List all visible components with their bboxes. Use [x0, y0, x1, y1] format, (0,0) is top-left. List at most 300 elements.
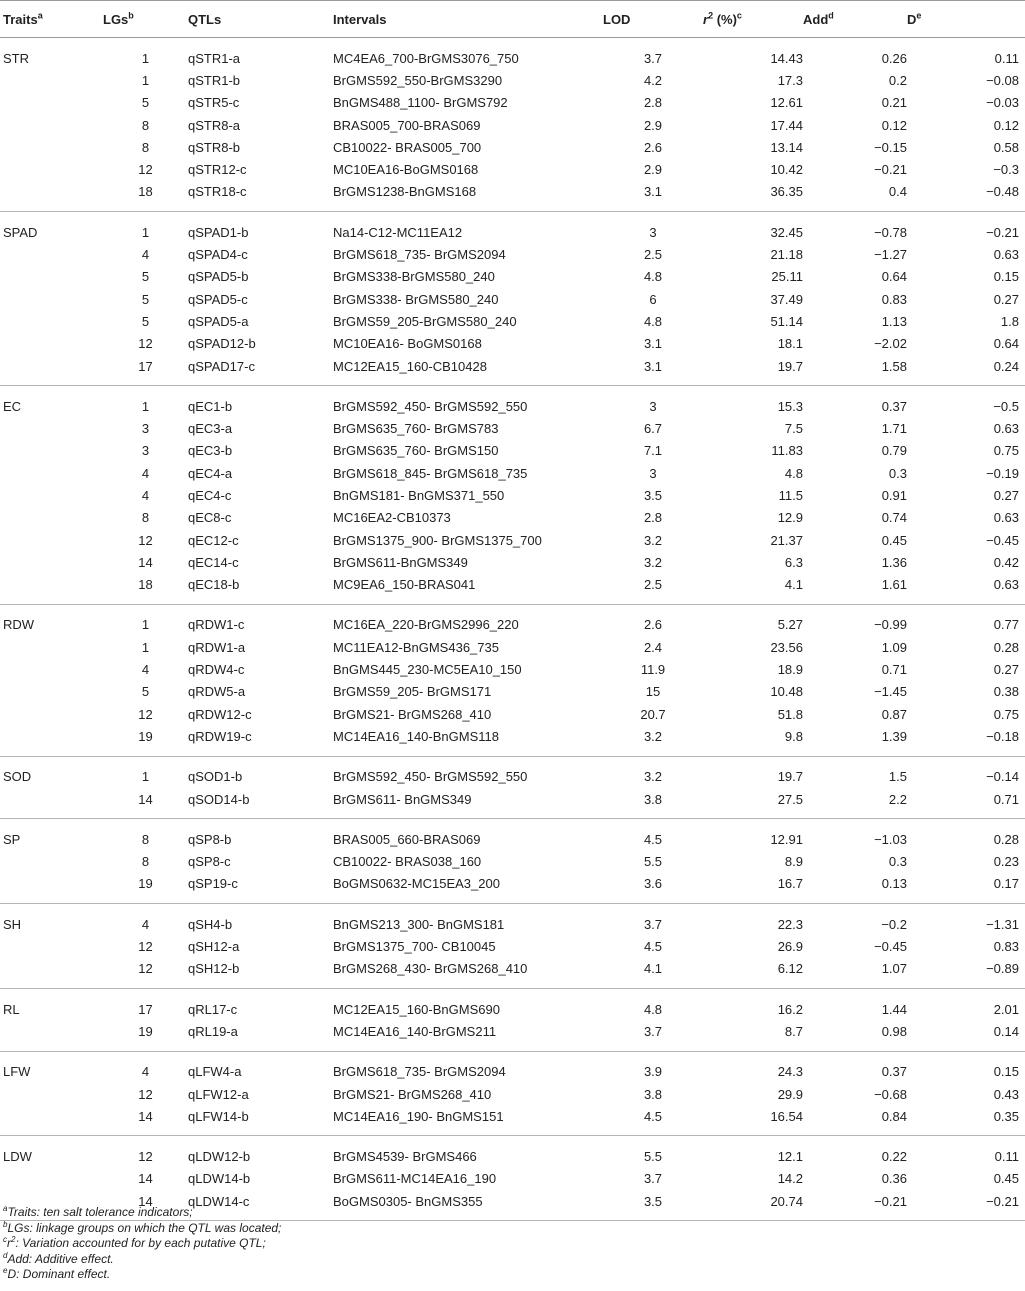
- d-cell: 0.17: [907, 873, 1025, 904]
- qtl-cell: qEC1-b: [188, 398, 233, 414]
- lod-cell: 3: [649, 398, 657, 414]
- add-cell: 2.2: [803, 788, 907, 819]
- interval-cell: BrGMS592_450- BrGMS592_550: [333, 398, 528, 414]
- table-row: [0, 69, 1025, 91]
- r2-cell: 16.2: [777, 1001, 803, 1017]
- lg-cell: 4: [141, 465, 150, 481]
- add-cell: −0.45: [874, 939, 907, 955]
- header-lod: LOD: [603, 1, 703, 38]
- interval-cell: BrGMS59_205-BrGMS580_240: [333, 313, 517, 329]
- add-cell: 0.45: [881, 532, 907, 548]
- lod-cell: 3.5: [603, 1190, 703, 1221]
- footnote: $^d$Add: Additive effect.: [3, 1250, 114, 1266]
- interval-cell: MC16EA2-CB10373: [333, 510, 451, 526]
- trait-cell: [0, 158, 103, 180]
- lg-cell: 12: [138, 1086, 153, 1102]
- trait-cell: [0, 92, 103, 114]
- r2-cell: 29.9: [777, 1086, 803, 1102]
- interval-cell: Na14-C12-MC11EA12: [333, 224, 463, 240]
- qtl-cell: qRDW12-c: [188, 706, 252, 722]
- lg-cell: 12: [138, 532, 153, 548]
- r2-cell: 15.3: [777, 398, 803, 414]
- lod-cell: 2.4: [643, 639, 663, 655]
- lod-cell: 6.7: [643, 421, 663, 437]
- table-row: [0, 38, 1025, 70]
- table-row: [0, 1083, 1025, 1105]
- r2-cell: 11.5: [778, 487, 803, 503]
- lod-cell: 4.8: [643, 269, 663, 285]
- r2-cell: 22.3: [777, 916, 803, 932]
- r2-cell: 27.5: [703, 788, 803, 819]
- lod-cell: 3.1: [603, 181, 703, 212]
- qtl-cell: qSH4-b: [188, 916, 233, 932]
- d-cell: 0.63: [993, 510, 1019, 526]
- r2-cell: 14.2: [777, 1171, 803, 1187]
- interval-cell: BrGMS611- BnGMS349: [330, 788, 603, 819]
- lg-cell: 19: [103, 1020, 188, 1051]
- r2-cell: 7.5: [784, 421, 803, 437]
- d-cell: −0.5: [993, 398, 1019, 414]
- lg-cell: 12: [138, 336, 153, 352]
- trait-cell: [0, 551, 103, 573]
- lg-cell: 4: [141, 662, 150, 678]
- qtl-cell: qSP8-c: [188, 854, 231, 870]
- r2-cell: 14.43: [770, 50, 803, 66]
- add-cell: 0.91: [881, 487, 907, 503]
- trait-cell: [0, 851, 103, 873]
- r2-cell: 18.1: [777, 336, 803, 352]
- add-cell: −0.2: [881, 916, 907, 932]
- trait-cell: [0, 725, 103, 756]
- d-cell: 0.28: [993, 831, 1019, 847]
- lg-cell: 8: [141, 510, 150, 526]
- header-intervals: Intervals: [330, 1, 603, 38]
- footnote: $^cr^2$: Variation accounted for by each putative QTL;: [3, 1235, 266, 1251]
- d-cell: 0.45: [993, 1171, 1019, 1187]
- interval-cell: BrGMS1375_700- CB10045: [333, 939, 496, 955]
- r2-cell: 37.49: [770, 291, 803, 307]
- lg-cell: 14: [138, 1171, 153, 1187]
- qtl-cell: qLDW12-b: [188, 1149, 251, 1165]
- d-cell: −0.03: [986, 95, 1019, 111]
- lg-cell: 1: [141, 398, 150, 414]
- header-traits: Traits$^a$: [0, 1, 103, 38]
- interval-cell: BrGMS21- BrGMS268_410: [333, 1086, 492, 1102]
- d-cell: −0.21: [907, 1190, 1025, 1221]
- table-row: [0, 1051, 1025, 1083]
- interval-cell: MC9EA6_150-BRAS041: [330, 574, 603, 605]
- d-cell: −0.08: [986, 72, 1019, 88]
- interval-cell: BnGMS181- BnGMS371_550: [333, 487, 505, 503]
- interval-cell: MC10EA16-BoGMS0168: [333, 162, 479, 178]
- lg-cell: 14: [138, 554, 153, 570]
- lod-cell: 5.5: [643, 1149, 663, 1165]
- add-cell: −0.78: [874, 224, 907, 240]
- r2-cell: 17.44: [770, 117, 803, 133]
- table-row: [0, 266, 1025, 288]
- qtl-cell: qSPAD4-c: [188, 247, 248, 263]
- trait-cell: [0, 310, 103, 332]
- add-cell: 1.09: [881, 639, 907, 655]
- trait-cell: [0, 288, 103, 310]
- qtl-cell: qSTR5-c: [188, 95, 240, 111]
- d-cell: −0.3: [993, 162, 1019, 178]
- qtl-cell: qSPAD5-b: [188, 269, 249, 285]
- table-row: [0, 529, 1025, 551]
- trait-cell: STR: [3, 50, 29, 66]
- interval-cell: BrGMS611-MC14EA16_190: [333, 1171, 497, 1187]
- trait-cell: [0, 440, 103, 462]
- qtl-cell: qSTR12-c: [188, 162, 247, 178]
- add-cell: 0.37: [881, 398, 907, 414]
- lg-cell: 4: [141, 247, 150, 263]
- header-d: De: [907, 1, 1025, 38]
- table-row: [0, 574, 1025, 605]
- header-lgs: LGs$^b$: [103, 1, 188, 38]
- lg-cell: 12: [138, 706, 153, 722]
- d-cell: 0.28: [993, 639, 1019, 655]
- d-cell: 0.27: [993, 662, 1019, 678]
- interval-cell: BrGMS338- BrGMS580_240: [333, 291, 499, 307]
- interval-cell: BoGMS0632-MC15EA3_200: [330, 873, 603, 904]
- add-cell: 0.26: [881, 50, 907, 66]
- qtl-cell: qRDW1-c: [188, 617, 245, 633]
- interval-cell: BrGMS1375_900- BrGMS1375_700: [333, 532, 542, 548]
- d-cell: −0.48: [907, 181, 1025, 212]
- add-cell: −1.03: [874, 831, 907, 847]
- qtl-cell: qRL19-a: [188, 1020, 330, 1051]
- interval-cell: BrGMS4539- BrGMS466: [333, 1149, 477, 1165]
- r2-cell: 21.37: [770, 532, 803, 548]
- lg-cell: 1: [141, 617, 150, 633]
- table-row: [0, 212, 1025, 244]
- lod-cell: 6: [649, 291, 657, 307]
- lod-cell: 3.2: [603, 725, 703, 756]
- d-cell: 0.14: [907, 1020, 1025, 1051]
- lg-cell: 1: [141, 72, 150, 88]
- d-cell: 0.63: [993, 421, 1019, 437]
- qtl-cell: qEC4-c: [188, 487, 232, 503]
- d-cell: 2.01: [993, 1001, 1019, 1017]
- d-cell: 0.27: [993, 487, 1019, 503]
- interval-cell: BRAS005_660-BRAS069: [333, 831, 481, 847]
- lod-cell: 3.9: [643, 1064, 663, 1080]
- d-cell: 0.58: [993, 139, 1019, 155]
- interval-cell: BrGMS592_550-BrGMS3290: [333, 72, 503, 88]
- interval-cell: MC16EA_220-BrGMS2996_220: [333, 617, 519, 633]
- interval-cell: BrGMS611-BnGMS349: [333, 554, 468, 570]
- add-cell: 0.64: [881, 269, 907, 285]
- d-cell: −0.19: [986, 465, 1019, 481]
- table-row: [0, 158, 1025, 180]
- add-cell: 0.84: [803, 1105, 907, 1136]
- lod-cell: 3.7: [643, 916, 663, 932]
- qtl-cell: qLFW4-a: [188, 1064, 242, 1080]
- trait-cell: LFW: [3, 1064, 31, 1080]
- lg-cell: 17: [138, 1001, 153, 1017]
- add-cell: −1.45: [874, 684, 907, 700]
- r2-cell: 6.3: [784, 554, 803, 570]
- qtl-cell: qSP19-c: [188, 873, 330, 904]
- lg-cell: 18: [103, 574, 188, 605]
- d-cell: 0.38: [993, 684, 1019, 700]
- table-row: [0, 507, 1025, 529]
- lod-cell: 3.1: [603, 355, 703, 386]
- add-cell: 0.74: [881, 510, 907, 526]
- r2-cell: 24.3: [777, 1064, 803, 1080]
- lg-cell: 4: [141, 1064, 150, 1080]
- r2-cell: 4.8: [784, 465, 803, 481]
- d-cell: 0.15: [993, 1064, 1019, 1080]
- add-cell: 1.44: [881, 1001, 907, 1017]
- r2-cell: 8.7: [703, 1020, 803, 1051]
- qtl-cell: qRDW1-a: [188, 639, 246, 655]
- table-row: [0, 114, 1025, 136]
- d-cell: 0.63: [993, 247, 1019, 263]
- lg-cell: 14: [103, 1105, 188, 1136]
- r2-cell: 36.35: [703, 181, 803, 212]
- table-row: [0, 904, 1025, 936]
- r2-cell: 13.14: [770, 139, 803, 155]
- qtl-cell: qSTR1-b: [188, 72, 241, 88]
- lg-cell: 8: [141, 117, 150, 133]
- r2-cell: 9.8: [703, 725, 803, 756]
- lg-cell: 12: [138, 1149, 153, 1165]
- lod-cell: 2.6: [643, 617, 663, 633]
- lod-cell: 4.5: [603, 1105, 703, 1136]
- d-cell: 0.77: [993, 617, 1019, 633]
- lod-cell: 2.9: [643, 117, 663, 133]
- interval-cell: MC14EA16_140-BrGMS211: [330, 1020, 603, 1051]
- r2-cell: 51.14: [770, 313, 803, 329]
- interval-cell: BrGMS592_450- BrGMS592_550: [333, 769, 528, 785]
- d-cell: 0.35: [907, 1105, 1025, 1136]
- trait-cell: [0, 243, 103, 265]
- header-qtls: QTLs: [188, 1, 330, 38]
- trait-cell: [0, 935, 103, 957]
- qtl-cell: qSH12-b: [188, 958, 330, 989]
- table-row: [0, 988, 1025, 1020]
- add-cell: −1.27: [874, 247, 907, 263]
- r2-cell: 23.56: [770, 639, 803, 655]
- table-row: [0, 819, 1025, 851]
- r2-cell: 20.74: [703, 1190, 803, 1221]
- r2-cell: 6.12: [703, 958, 803, 989]
- table-row: [0, 310, 1025, 332]
- d-cell: 0.75: [993, 443, 1019, 459]
- qtl-cell: qSTR8-b: [188, 139, 241, 155]
- lod-cell: 3.2: [643, 532, 663, 548]
- add-cell: 1.61: [803, 574, 907, 605]
- r2-cell: 51.8: [777, 706, 803, 722]
- d-cell: 0.83: [993, 939, 1019, 955]
- lg-cell: 18: [103, 181, 188, 212]
- add-cell: 1.5: [888, 769, 907, 785]
- add-cell: −0.99: [874, 617, 907, 633]
- table-row: [0, 92, 1025, 114]
- lod-cell: 11.9: [640, 662, 666, 678]
- lg-cell: 5: [141, 684, 150, 700]
- d-cell: 1.8: [1000, 313, 1019, 329]
- lod-cell: 2.9: [643, 162, 663, 178]
- add-cell: 1.07: [803, 958, 907, 989]
- qtl-cell: qEC14-c: [188, 554, 239, 570]
- table-row: [0, 1168, 1025, 1190]
- table-row: [0, 658, 1025, 680]
- d-cell: 0.15: [993, 269, 1019, 285]
- trait-cell: [0, 507, 103, 529]
- trait-cell: [0, 1105, 103, 1136]
- qtl-cell: qSTR1-a: [188, 50, 241, 66]
- table-row: [0, 725, 1025, 756]
- table-row: [0, 1020, 1025, 1051]
- lg-cell: 12: [138, 939, 153, 955]
- interval-cell: MC12EA15_160-CB10428: [330, 355, 603, 386]
- table-row: [0, 484, 1025, 506]
- table-row: [0, 333, 1025, 355]
- lg-cell: 3: [141, 421, 150, 437]
- trait-cell: LDW: [3, 1149, 32, 1165]
- trait-cell: [0, 788, 103, 819]
- lod-cell: 3.2: [643, 769, 663, 785]
- lg-cell: 5: [141, 313, 150, 329]
- lg-cell: 5: [141, 291, 150, 307]
- table-row: [0, 551, 1025, 573]
- d-cell: −0.14: [986, 769, 1019, 785]
- r2-cell: 21.18: [770, 247, 803, 263]
- lod-cell: 2.6: [643, 139, 663, 155]
- add-cell: 0.79: [881, 443, 907, 459]
- d-cell: 0.64: [993, 336, 1019, 352]
- trait-cell: [0, 181, 103, 212]
- table-row: [0, 935, 1025, 957]
- table-row: [0, 417, 1025, 439]
- d-cell: 0.23: [993, 854, 1019, 870]
- table-row: [0, 851, 1025, 873]
- interval-cell: BrGMS59_205- BrGMS171: [333, 684, 492, 700]
- qtl-cell: qSH12-a: [188, 939, 240, 955]
- r2-cell: 12.61: [770, 95, 803, 111]
- qtl-cell: qEC8-c: [188, 510, 232, 526]
- trait-cell: [0, 1083, 103, 1105]
- qtl-cell: qSTR18-c: [188, 181, 330, 212]
- interval-cell: BrGMS618_735- BrGMS2094: [333, 247, 506, 263]
- add-cell: 1.36: [881, 554, 907, 570]
- trait-cell: [0, 1168, 103, 1190]
- lg-cell: 8: [141, 139, 150, 155]
- interval-cell: BrGMS618_845- BrGMS618_735: [333, 465, 528, 481]
- trait-cell: [0, 266, 103, 288]
- qtl-cell: qEC12-c: [188, 532, 239, 548]
- table-body: [0, 38, 1025, 1221]
- lod-cell: 7.1: [643, 443, 663, 459]
- add-cell: 1.13: [881, 313, 907, 329]
- d-cell: −0.21: [986, 224, 1019, 240]
- table-row: [0, 958, 1025, 989]
- lg-cell: 17: [103, 355, 188, 386]
- qtl-cell: qLDW14-c: [188, 1190, 330, 1221]
- d-cell: 0.11: [994, 50, 1019, 66]
- interval-cell: BrGMS618_735- BrGMS2094: [333, 1064, 506, 1080]
- lod-cell: 2.5: [643, 247, 663, 263]
- qtl-cell: qSOD14-b: [188, 788, 330, 819]
- lod-cell: 4.8: [643, 1001, 663, 1017]
- qtl-cell: qEC3-b: [188, 443, 233, 459]
- table-row: [0, 386, 1025, 418]
- d-cell: 0.42: [993, 554, 1019, 570]
- interval-cell: MC11EA12-BnGMS436_735: [333, 639, 499, 655]
- d-cell: 0.71: [907, 788, 1025, 819]
- d-cell: −0.45: [986, 532, 1019, 548]
- qtl-cell: qSOD1-b: [188, 769, 243, 785]
- lod-cell: 3.7: [643, 50, 663, 66]
- lg-cell: 19: [103, 873, 188, 904]
- add-cell: 1.39: [803, 725, 907, 756]
- lod-cell: 4.5: [643, 939, 663, 955]
- add-cell: −0.15: [874, 139, 907, 155]
- footnote: $^a$Traits: ten salt tolerance indicators;: [3, 1204, 193, 1219]
- table-row: [0, 136, 1025, 158]
- interval-cell: BrGMS635_760- BrGMS150: [333, 443, 499, 459]
- lg-cell: 12: [138, 162, 153, 178]
- lg-cell: 19: [103, 725, 188, 756]
- lg-cell: 1: [141, 224, 150, 240]
- lod-cell: 20.7: [640, 706, 666, 722]
- lg-cell: 4: [141, 916, 150, 932]
- lod-cell: 3.2: [643, 554, 663, 570]
- add-cell: 0.37: [881, 1064, 907, 1080]
- interval-cell: BnGMS445_230-MC5EA10_150: [333, 662, 522, 678]
- trait-cell: SOD: [3, 769, 32, 785]
- r2-cell: 12.9: [777, 510, 803, 526]
- add-cell: 1.58: [803, 355, 907, 386]
- lod-cell: 3: [649, 224, 657, 240]
- table-row: [0, 181, 1025, 212]
- add-cell: 0.13: [803, 873, 907, 904]
- qtl-cell: qSTR8-a: [188, 117, 241, 133]
- qtl-cell: qRDW5-a: [188, 684, 246, 700]
- trait-cell: [0, 114, 103, 136]
- lg-cell: 14: [103, 1190, 188, 1221]
- lg-cell: 14: [103, 788, 188, 819]
- trait-cell: [0, 873, 103, 904]
- add-cell: 0.71: [881, 662, 907, 678]
- lod-cell: 4.2: [643, 72, 663, 88]
- interval-cell: BRAS005_700-BRAS069: [333, 117, 481, 133]
- interval-cell: BrGMS268_430- BrGMS268_410: [330, 958, 603, 989]
- add-cell: −2.02: [874, 336, 907, 352]
- lg-cell: 8: [141, 854, 150, 870]
- trait-cell: [0, 355, 103, 386]
- trait-cell: SPAD: [3, 224, 38, 240]
- r2-cell: 16.54: [703, 1105, 803, 1136]
- interval-cell: CB10022- BRAS038_160: [333, 854, 482, 870]
- table-row: [0, 756, 1025, 788]
- lod-cell: 3.7: [643, 1171, 663, 1187]
- lod-cell: 4.1: [603, 958, 703, 989]
- r2-cell: 11.83: [771, 443, 803, 459]
- add-cell: −0.68: [874, 1086, 907, 1102]
- trait-cell: [0, 417, 103, 439]
- trait-cell: SH: [3, 916, 22, 932]
- lod-cell: 2.5: [603, 574, 703, 605]
- qtl-cell: qEC3-a: [188, 421, 233, 437]
- trait-cell: [0, 703, 103, 725]
- table-row: [0, 1136, 1025, 1168]
- d-cell: −0.18: [907, 725, 1025, 756]
- interval-cell: MC12EA15_160-BnGMS690: [333, 1001, 500, 1017]
- interval-cell: BnGMS213_300- BnGMS181: [333, 916, 505, 932]
